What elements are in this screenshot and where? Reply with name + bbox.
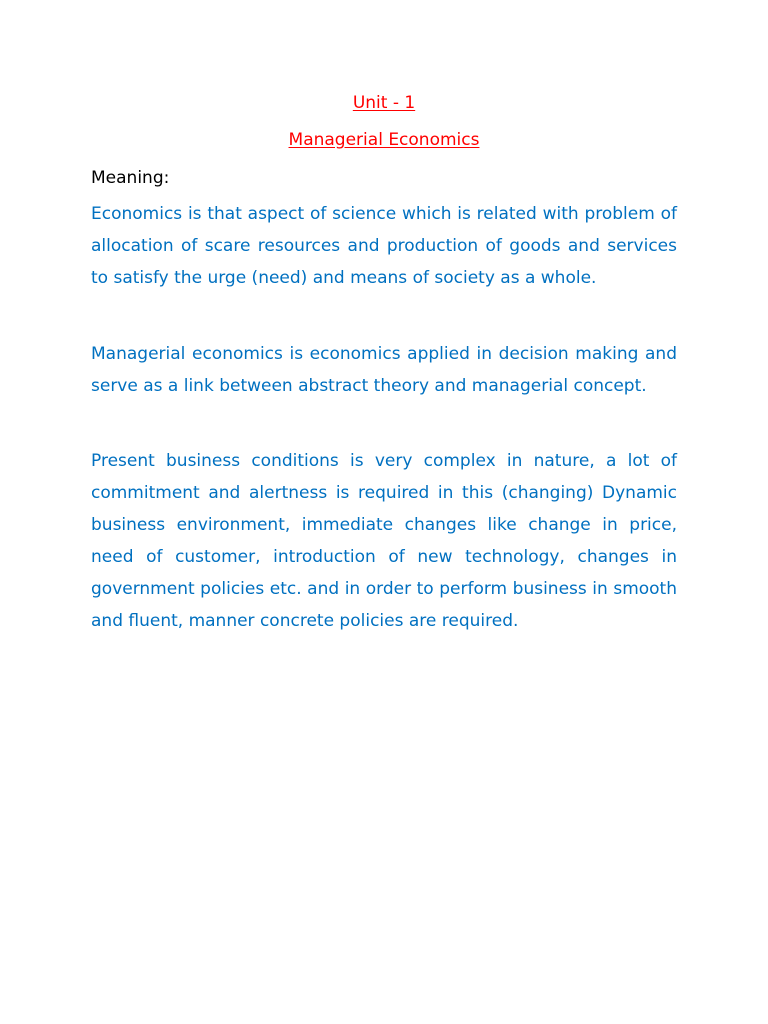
meaning-label: Meaning: <box>91 168 170 188</box>
paragraph-managerial-economics: Managerial economics is economics applied in decision making and serve as a link between abstract theory and managerial concept. <box>91 344 677 396</box>
paragraph-business-conditions: Present business conditions is very complex in nature, a lot of commitment and alertness is required in this (changing) Dynamic business environment, immediate changes like change in price, need of customer, introduction of new technology, changes in government policies etc. and in order to perform business in smooth and fluent, manner concrete policies are required. <box>91 451 677 631</box>
subject-title: Managerial Economics <box>288 130 480 150</box>
paragraph-economics-definition: Economics is that aspect of science which is related with problem of allocation of scare resources and production of goods and services to satisfy the urge (need) and means of society as a whole. <box>91 204 677 288</box>
unit-title: Unit - 1 <box>352 93 416 113</box>
